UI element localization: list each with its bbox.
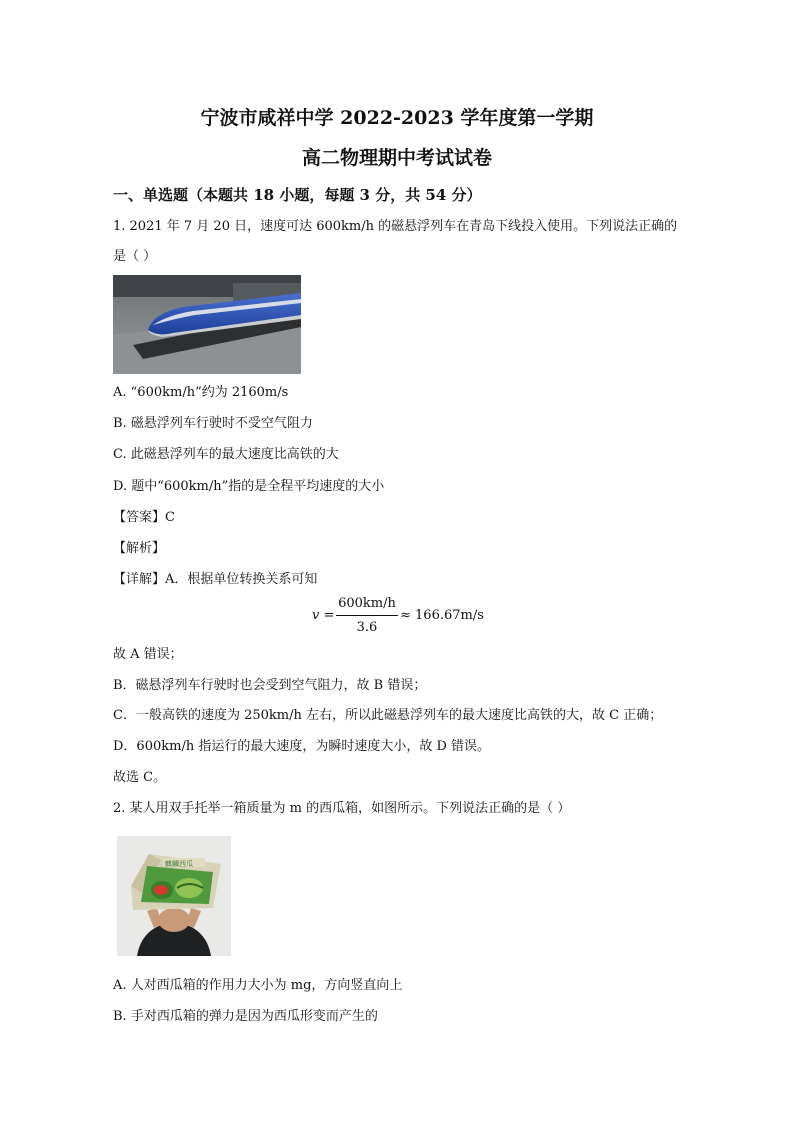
- question-1-option-b: B. 磁悬浮列车行驶时不受空气阻力: [113, 416, 313, 431]
- formula-fraction: [336, 596, 398, 638]
- explain-line-2: B．磁悬浮列车行驶时也会受到空气阻力，故 B 错误；: [113, 678, 427, 693]
- question-2-option-a: A. 人对西瓜箱的作用力大小为 mg，方向竖直向上: [113, 978, 403, 993]
- formula: [310, 596, 510, 640]
- explain-line-4: D．600km/h 指运行的最大速度，为瞬时速度大小，故 D 错误。: [113, 739, 491, 754]
- maglev-train-image: [113, 275, 301, 374]
- explain-line-5: 故选 C。: [113, 770, 167, 785]
- question-2-option-b: B. 手对西瓜箱的弹力是因为西瓜形变而产生的: [113, 1009, 378, 1024]
- explain-line-3: C．一般高铁的速度为 250km/h 左右，所以此磁悬浮列车的最大速度比高铁的大，故 C 正确；: [113, 708, 663, 723]
- question-2-stem: 2. 某人用双手托举一箱质量为 m 的西瓜箱，如图所示。下列说法正确的是（ ）: [113, 801, 571, 816]
- question-1-stem: 1. 2021 年 7 月 20 日，速度可达 600km/h 的磁悬浮列车在青岛下线投入使用。下列说法正确的: [113, 219, 678, 234]
- formula-numerator: 600km/h: [338, 596, 396, 611]
- section-heading: 一、单选题（本题共 18 小题，每题 3 分，共 54 分）: [113, 186, 482, 204]
- question-1-option-a: A. “600km/h”约为 2160m/s: [113, 385, 289, 400]
- formula-denominator: 3.6: [356, 620, 378, 635]
- question-1-option-d: D. 题中“600km/h”指的是全程平均速度的大小: [113, 479, 385, 494]
- box-brand-text: 麒麟西瓜: [165, 860, 193, 868]
- formula-rhs: ≈ 166.67m/s: [400, 608, 484, 623]
- page-title: 宁波市咸祥中学 2022-2023 学年度第一学期: [200, 107, 594, 129]
- question-1-stem-cont: 是（ ）: [113, 249, 157, 264]
- watermelon-box-image: [117, 836, 231, 956]
- page-subtitle: 高二物理期中考试试卷: [301, 147, 492, 169]
- question-1-option-c: C. 此磁悬浮列车的最大速度比高铁的大: [113, 447, 339, 462]
- formula-lhs: v =: [312, 608, 335, 623]
- answer-label: 【答案】C: [113, 510, 175, 525]
- explain-line-1: 故 A 错误；: [113, 647, 183, 662]
- detail-intro: 【详解】A．根据单位转换关系可知: [113, 572, 318, 587]
- fraction-bar: [336, 615, 398, 616]
- analysis-label: 【解析】: [113, 541, 166, 556]
